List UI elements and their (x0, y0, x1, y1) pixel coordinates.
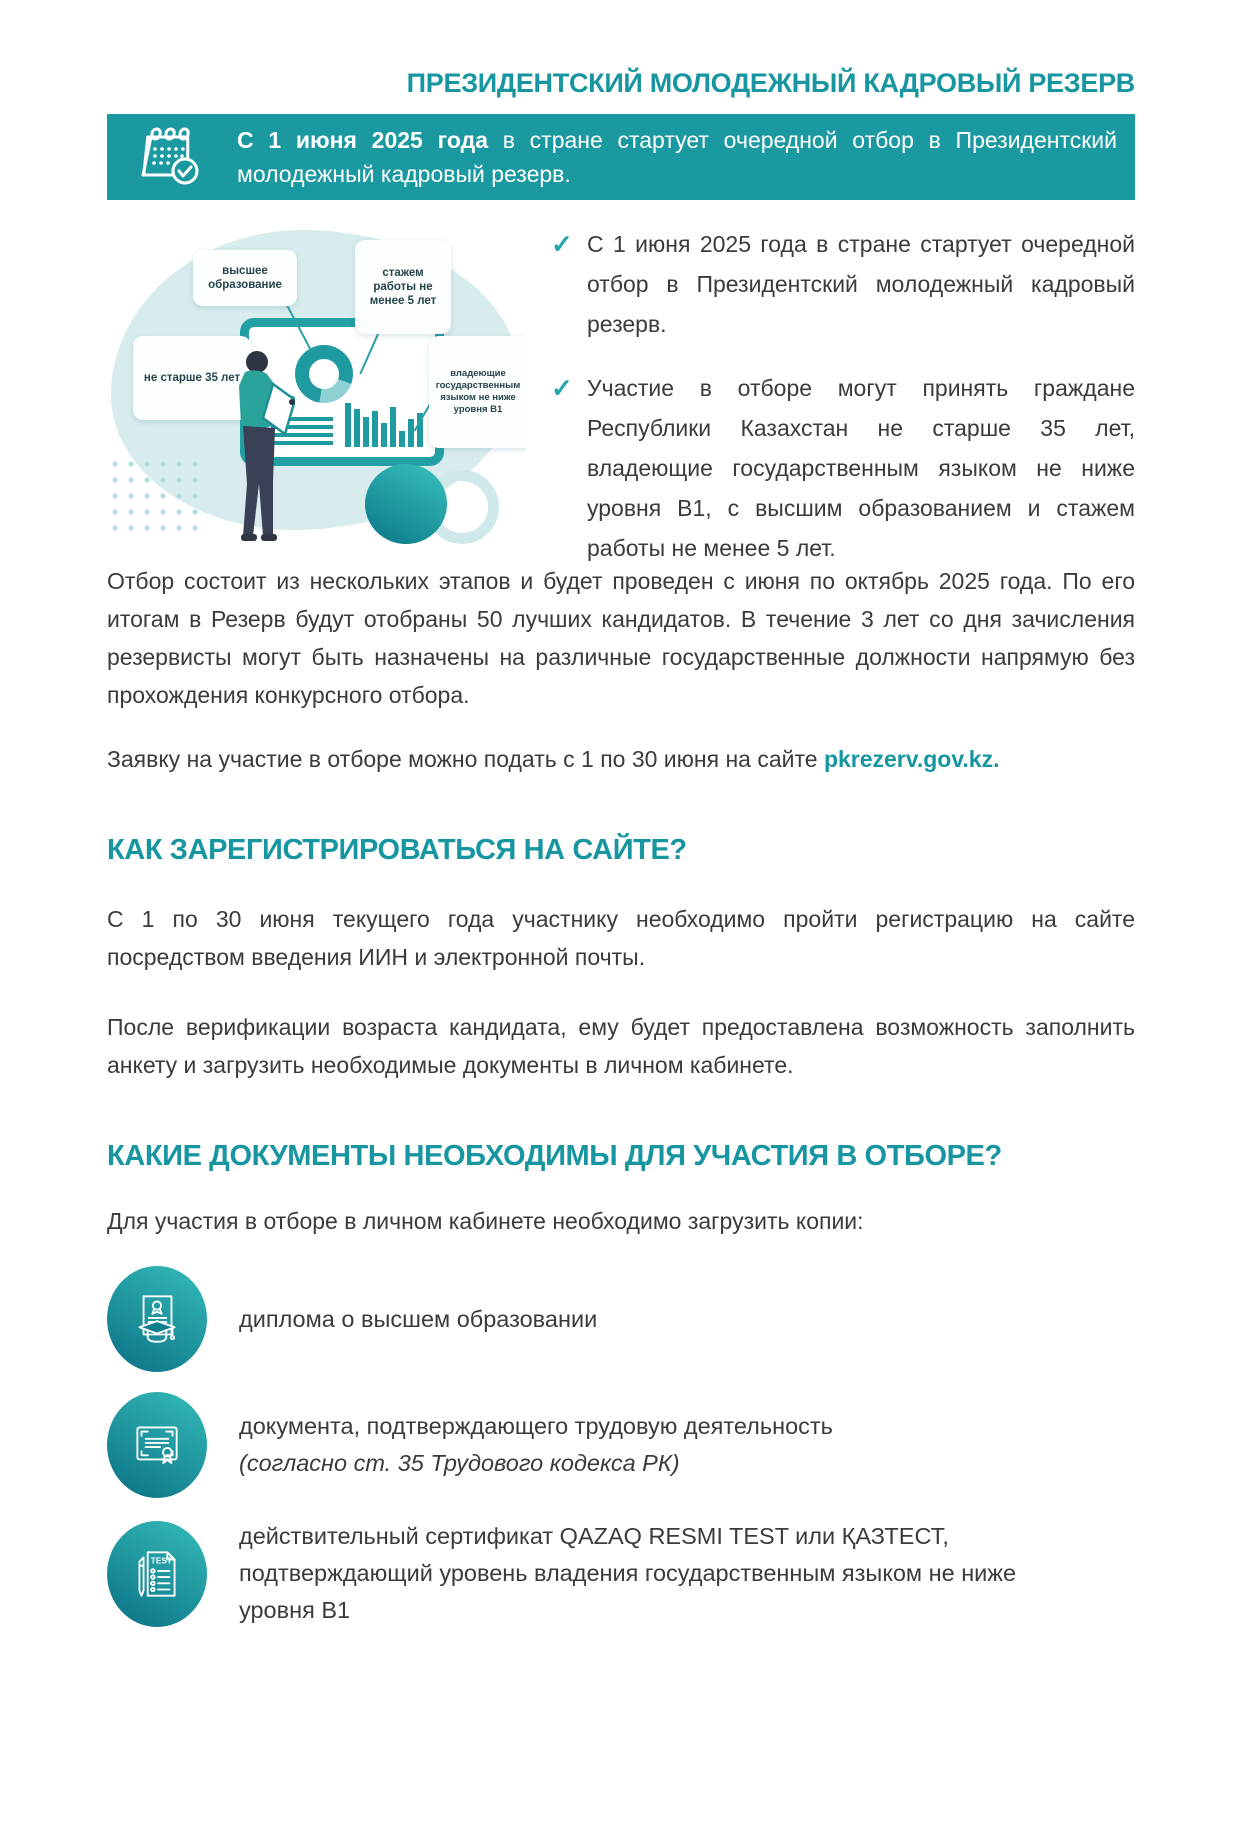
section-heading-register: КАК ЗАРЕГИСТРИРОВАТЬСЯ НА САЙТЕ? (107, 834, 687, 866)
circle-decoration (365, 464, 447, 544)
register-paragraph-1: С 1 по 30 июня текущего года участнику необходимо пройти регистрацию на сайте посредством введения ИИН и электронной почты. (107, 906, 1135, 970)
key-points-list (527, 218, 1135, 561)
document-item-note: (согласно ст. 35 Трудового кодекса РК) (239, 1450, 680, 1476)
selection-paragraph: Отбор состоит из нескольких этапов и будет проведен с июня по октябрь 2025 года. По его итогам в Резерв будут отобраны 50 лучших кандидатов. В течение 3 лет со дня зачисления резервисты могут быть назначены на различные государственные должности напрямую без прохождения конкурсного отбора. (107, 568, 1135, 708)
list-item (551, 368, 1135, 568)
application-paragraph (107, 740, 1135, 778)
document-item-text: действительный сертификат QAZAQ RESMI TEST или ҚАЗТЕСТ, подтверждающий уровень владения государственным языком не ниже уровня В1 (239, 1523, 1017, 1623)
dots-decoration (107, 456, 199, 536)
svg-text:TEST: TEST (150, 1556, 172, 1566)
announcement-banner (107, 114, 1135, 200)
illustration (107, 218, 527, 548)
label-higher-education: высшее образование (193, 250, 297, 306)
check-mark-icon: ✓ (551, 229, 573, 259)
register-paragraph-2: После верификации возраста кандидата, ему будет предоставлена возможность заполнить анкету и загрузить необходимые документы в личном кабинете. (107, 1014, 1135, 1078)
diploma-graduation-icon (107, 1266, 207, 1372)
language-test-icon (107, 1521, 207, 1627)
check-mark-icon: ✓ (551, 373, 573, 403)
document-item-text (239, 1408, 833, 1482)
label-age-limit: не старше 35 лет (133, 336, 251, 420)
hero-row (107, 218, 1135, 561)
page-title: ПРЕЗИДЕНТСКИЙ МОЛОДЕЖНЫЙ КАДРОВЫЙ РЕЗЕРВ (406, 68, 1135, 98)
list-item (107, 1392, 1135, 1498)
banner-date-highlight: С 1 июня 2025 года (237, 127, 488, 153)
document-item-text: диплома о высшем образовании (239, 1305, 598, 1332)
document-page (0, 66, 1241, 1821)
website-link[interactable]: pkrezerv.gov.kz. (823, 746, 1000, 772)
documents-intro: Для участия в отборе в личном кабинете необходимо загрузить копии: (107, 1208, 864, 1234)
documents-list (107, 1266, 1135, 1629)
label-work-experience: стажем работы не менее 5 лет (355, 240, 451, 334)
banner-rest: в стране стартует очередной отбор в Президентский молодежный кадровый резерв. (237, 127, 1117, 187)
section-heading-documents: КАКИЕ ДОКУМЕНТЫ НЕОБХОДИМЫ ДЛЯ УЧАСТИЯ В ОТБОРЕ? (107, 1140, 1002, 1172)
list-item (107, 1266, 1135, 1372)
list-item (551, 224, 1135, 344)
list-item (107, 1518, 1135, 1629)
bullet-text: С 1 июня 2025 года в стране стартует очередной отбор в Президентский молодежный кадровый резерв. (587, 231, 1135, 337)
banner-text (237, 123, 1117, 191)
label-language-level: владеющие государственным языком не ниже уровня В1 (429, 336, 527, 448)
application-text: Заявку на участие в отборе можно подать с 1 по 30 июня на сайте (107, 746, 824, 772)
work-certificate-icon (107, 1392, 207, 1498)
calendar-check-icon (129, 125, 205, 189)
bar-chart-decoration (345, 395, 423, 447)
presenter-person (215, 346, 295, 546)
bullet-text: Участие в отборе могут принять граждане Республики Казахстан не старше 35 лет, владеющие государственным языком не ниже уровня В1, с высшим образованием и стажем работы не менее 5 лет. (587, 375, 1135, 561)
document-item-main: документа, подтверждающего трудовую деятельность (239, 1413, 833, 1439)
